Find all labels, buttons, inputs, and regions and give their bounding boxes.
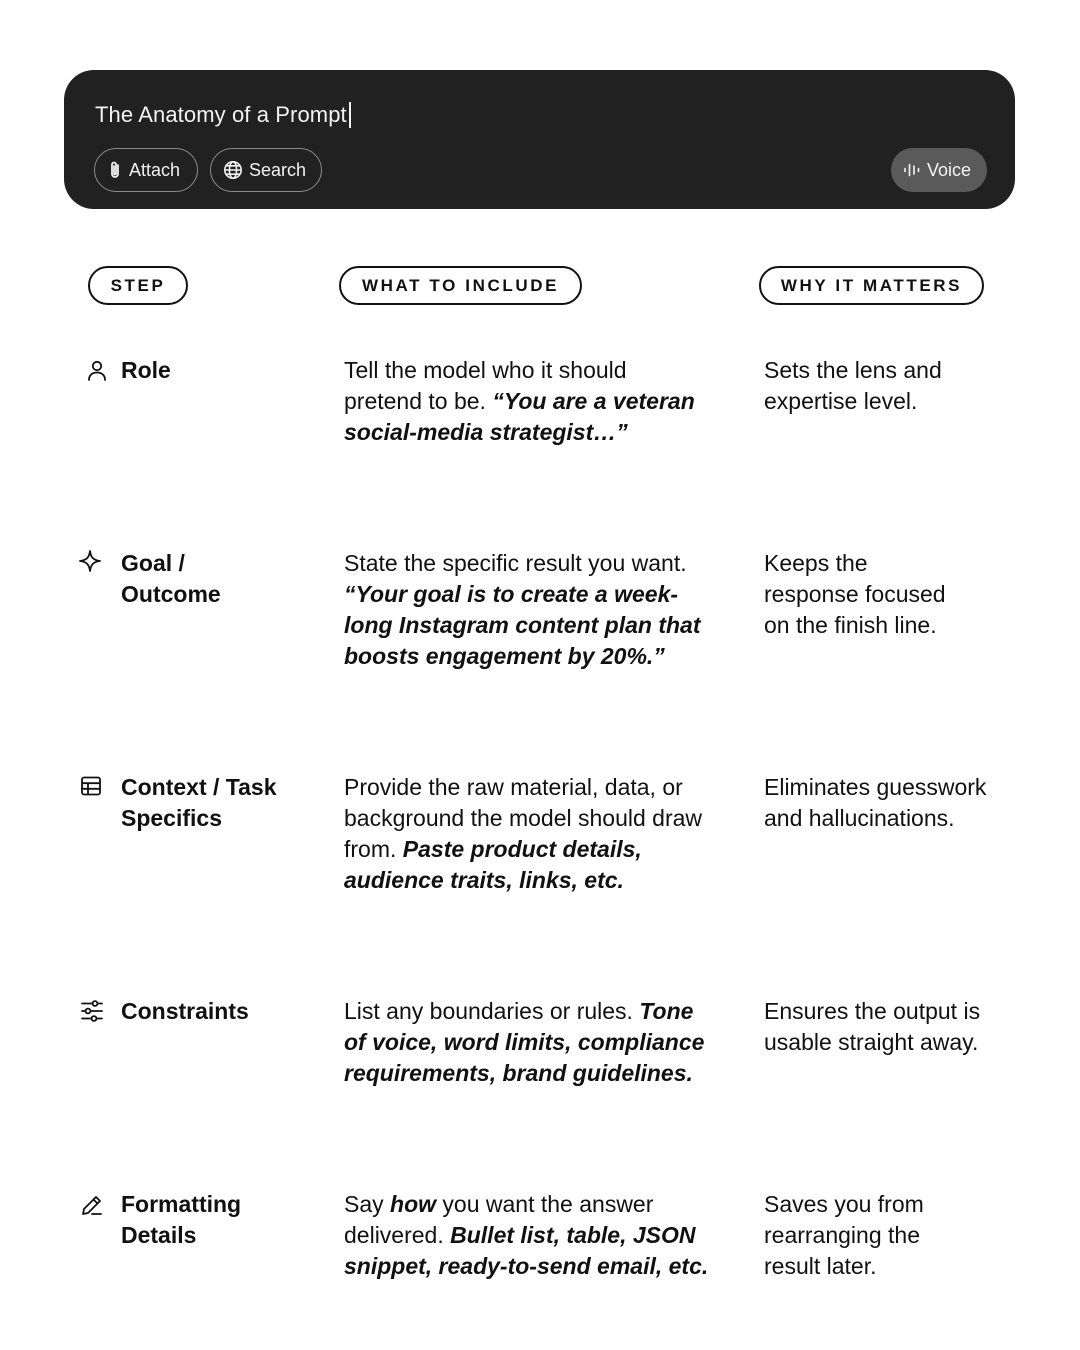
sliders-icon [80,999,104,1023]
table-icon [80,775,104,799]
text-caret [349,102,351,128]
why-it-matters: Eliminates guesswork and hallucinations. [764,774,987,831]
step-label: Role [121,357,171,383]
step-label: Context / Task Specifics [121,774,277,831]
what-to-include: List any boundaries or rules. Tone of voice, word limits, compliance requirements, brand guidelines. [344,998,705,1086]
attach-button[interactable] [94,148,198,192]
voice-button[interactable] [891,148,987,192]
attach-label: Attach [129,159,181,180]
paperclip-icon [107,160,123,180]
waveform-icon [903,161,921,179]
what-to-include: Say how you want the answer delivered. Bullet list, table, JSON snippet, ready-to-send email, etc. [344,1191,709,1279]
what-to-include: State the specific result you want. “Your goal is to create a week-long Instagram content plan that boosts engagement by 20%.” [344,550,701,669]
step-label: Formatting Details [121,1191,242,1248]
step-label: Goal / Outcome [121,550,221,607]
what-to-include: Provide the raw material, data, or background the model should draw from. Paste product details, audience traits, links, etc. [344,774,703,893]
why-it-matters: Keeps the response focused on the finish line. [764,550,946,638]
header-why-it-matters: WHY IT MATTERS [759,266,984,305]
voice-label: Voice [927,159,972,180]
globe-icon [223,160,243,180]
header-step: STEP [88,266,188,305]
why-it-matters: Sets the lens and expertise level. [764,357,942,414]
search-button[interactable] [210,148,322,192]
sparkle-icon [78,549,102,573]
prompt-bar [64,70,1015,209]
search-label: Search [249,159,307,180]
step-label: Constraints [121,998,249,1024]
header-what-to-include: WHAT TO INCLUDE [339,266,582,305]
person-icon [85,358,109,382]
prompt-input[interactable] [95,102,351,128]
prompt-input-text: The Anatomy of a Prompt [95,102,347,127]
what-to-include: Tell the model who it should pretend to be. “You are a veteran social-media strategist…” [344,357,695,445]
why-it-matters: Ensures the output is usable straight away. [764,998,981,1055]
pencil-icon [80,1193,104,1217]
why-it-matters: Saves you from rearranging the result later. [764,1191,924,1279]
